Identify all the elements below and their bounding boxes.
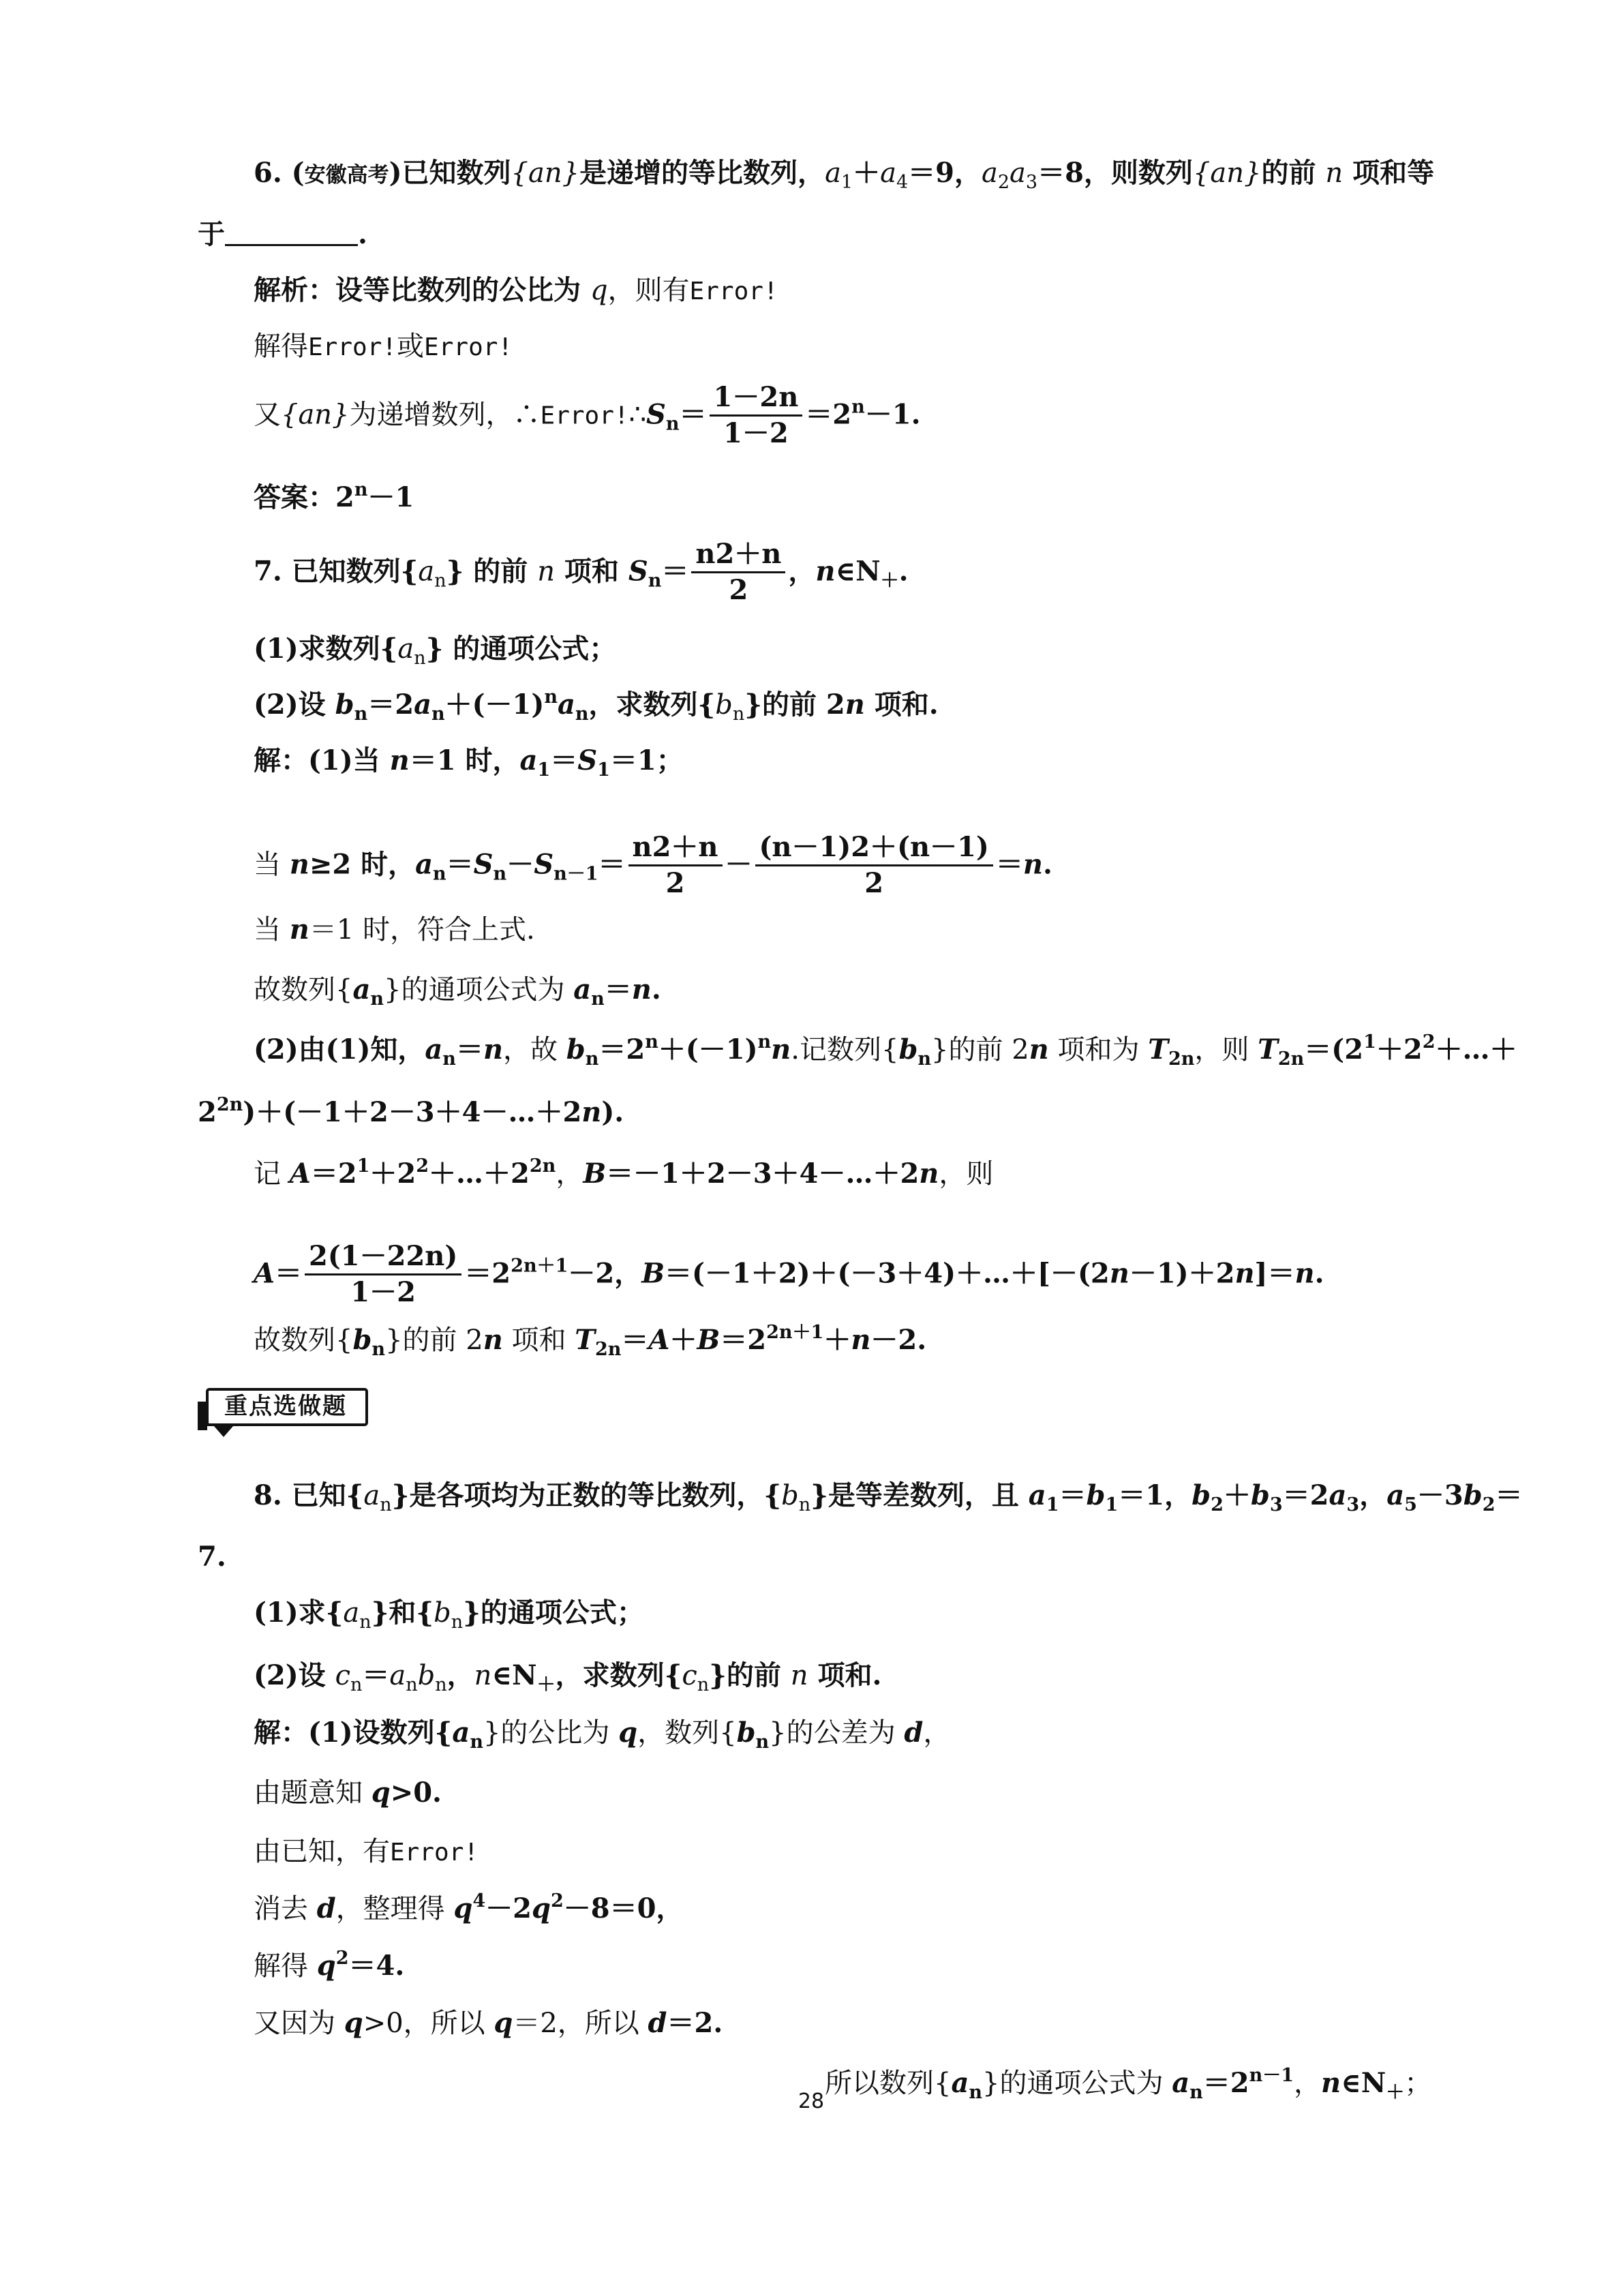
problem-7-line-1: 7. 已知数列$\{a_n\}$ 的前 n 项和 $S_n=$ $\frac{n2+n}{2}$ ，$n\in N_+$. xyxy=(254,538,909,606)
solution-8-line-2: 由题意知 q>0. xyxy=(254,1777,442,1809)
solution-8-line-3: 由已知，有Error! xyxy=(254,1836,479,1867)
solution-6-line-1: 解析：设等比数列的公比为 q，则有Error! xyxy=(254,274,778,306)
solution-8-line-1: 解：(1)设数列$\{a_n\}$的公比为 q，数列$\{b_n\}$的公差为 d， xyxy=(254,1717,951,1753)
problem-8-q1: (1)求$\{a_n\}$和$\{b_n\}$的通项公式； xyxy=(254,1597,644,1633)
solution-8-line-4: 消去 d，整理得 $q^4-2q^2-8=0$， xyxy=(254,1890,684,1924)
answer-6: 答案：$2^n-1$ xyxy=(254,479,414,513)
section-badge xyxy=(198,1383,374,1426)
problem-7-q1: (1)求数列$\{a_n\}$ 的通项公式； xyxy=(254,633,617,669)
problem-8-q2: (2)设 $c_n=a_nb_n$，$n\in N_+$，求数列$\{c_n\}$的前 n 项和. xyxy=(254,1659,882,1695)
solution-8-line-7: 所以数列$\{a_n\}$的通项公式为 $a_n=2^{n-1}$，$n\in N_+$； xyxy=(825,2065,1432,2103)
answer-blank xyxy=(225,221,358,246)
fraction-sn-minus-1: $\frac{(n-1)2+(n-1)}{2}$ xyxy=(755,830,993,901)
solution-7-line-3: 当 n＝1 时，符合上式. xyxy=(254,913,535,946)
fraction-sn: $\frac{n2+n}{2}$ xyxy=(628,830,723,901)
problem-8-line-2: 7. xyxy=(198,1541,226,1573)
error-placeholder: Error! xyxy=(689,277,778,305)
problem-8-line-1: 8. 已知$\{a_n\}$是各项均为正数的等比数列，$\{b_n\}$是等差数列，且 $a_1=b_1=1$，$b_2+b_3=2a_3$，$a_5-3b_2=$ xyxy=(254,1479,1523,1515)
fraction-sum-formula: $\frac{1-2n}{1-2}$ xyxy=(710,380,803,451)
fraction-sn: $\frac{n2+n}{2}$ xyxy=(691,537,785,607)
solution-7-line-9: 故数列$\{b_n\}$的前 2n 项和 $T_{2n}=A+B=2^{2n+1}+n-2$. xyxy=(254,1322,927,1360)
solution-7-line-1: 解：(1)当 n＝1 时，$a_1=S_1=1$； xyxy=(254,744,684,781)
solution-7-line-8: A＝ $\frac{2(1-22n)}{1-2}$ $=2^{2n+1}-2$，B＝(－1＋2)＋(－3＋4)＋…＋[－(2n－1)＋2n]＝n. xyxy=(254,1240,1324,1308)
solution-6-line-3: 又{an}为递增数列，$\therefore Error!\therefore S_n=$ $\frac{1-2n}{1-2}$ $=2^n-1$. xyxy=(254,381,921,449)
solution-7-line-7: 记 $A=2^1+2^2+\dots+2^{2n}$，B＝－1＋2－3＋4－…＋2n，则 xyxy=(254,1155,994,1190)
fraction-sum-a: $\frac{2(1-22n)}{1-2}$ xyxy=(305,1239,461,1310)
problem-6-source: 安徽高考 xyxy=(304,163,389,187)
problem-6-line-1: 6. (安徽高考)已知数列{an}是递增的等比数列，$a_1+a_4=9$，$a_2a_3=8$，则数列{an}的前 n 项和等 xyxy=(254,157,1435,193)
solution-7-line-6: $2^{2n})+(-1+2-3+4-\dots+2n)$. xyxy=(198,1094,624,1128)
solution-7-line-5: (2)由(1)知，$a_n=n$，故 $b_n=2^n+(-1)^nn$.记数列$\{b_n\}$的前 2n 项和为 $T_{2n}$，则 $T_{2n}=(2^1+2^2+\dots+$ xyxy=(254,1031,1517,1070)
solution-8-line-6: 又因为 q>0，所以 q＝2，所以 d＝2. xyxy=(254,2007,723,2039)
problem-7-q2: (2)设 $b_n=2a_n+(-1)^na_n$，求数列$\{b_n\}$的前 2n 项和. xyxy=(254,686,939,725)
page-number: 28 xyxy=(798,2089,825,2113)
badge-arrow-icon xyxy=(214,1426,233,1437)
solution-6-line-2: 解得Error!或Error! xyxy=(254,331,513,362)
solution-7-line-4: 故数列$\{a_n\}$的通项公式为 $a_n=n$. xyxy=(254,973,661,1010)
solution-8-line-5: 解得 $q^2=4$. xyxy=(254,1948,405,1982)
solution-7-line-2: 当 n≥2 时，$a_n=S_n-S_{n-1}=$ $\frac{n2+n}{2}$ － $\frac{(n-1)2+(n-1)}{2}$ ＝n. xyxy=(254,831,1052,899)
problem-6-line-2: 于 . xyxy=(198,218,367,250)
badge-label: 重点选做题 xyxy=(224,1393,347,1420)
